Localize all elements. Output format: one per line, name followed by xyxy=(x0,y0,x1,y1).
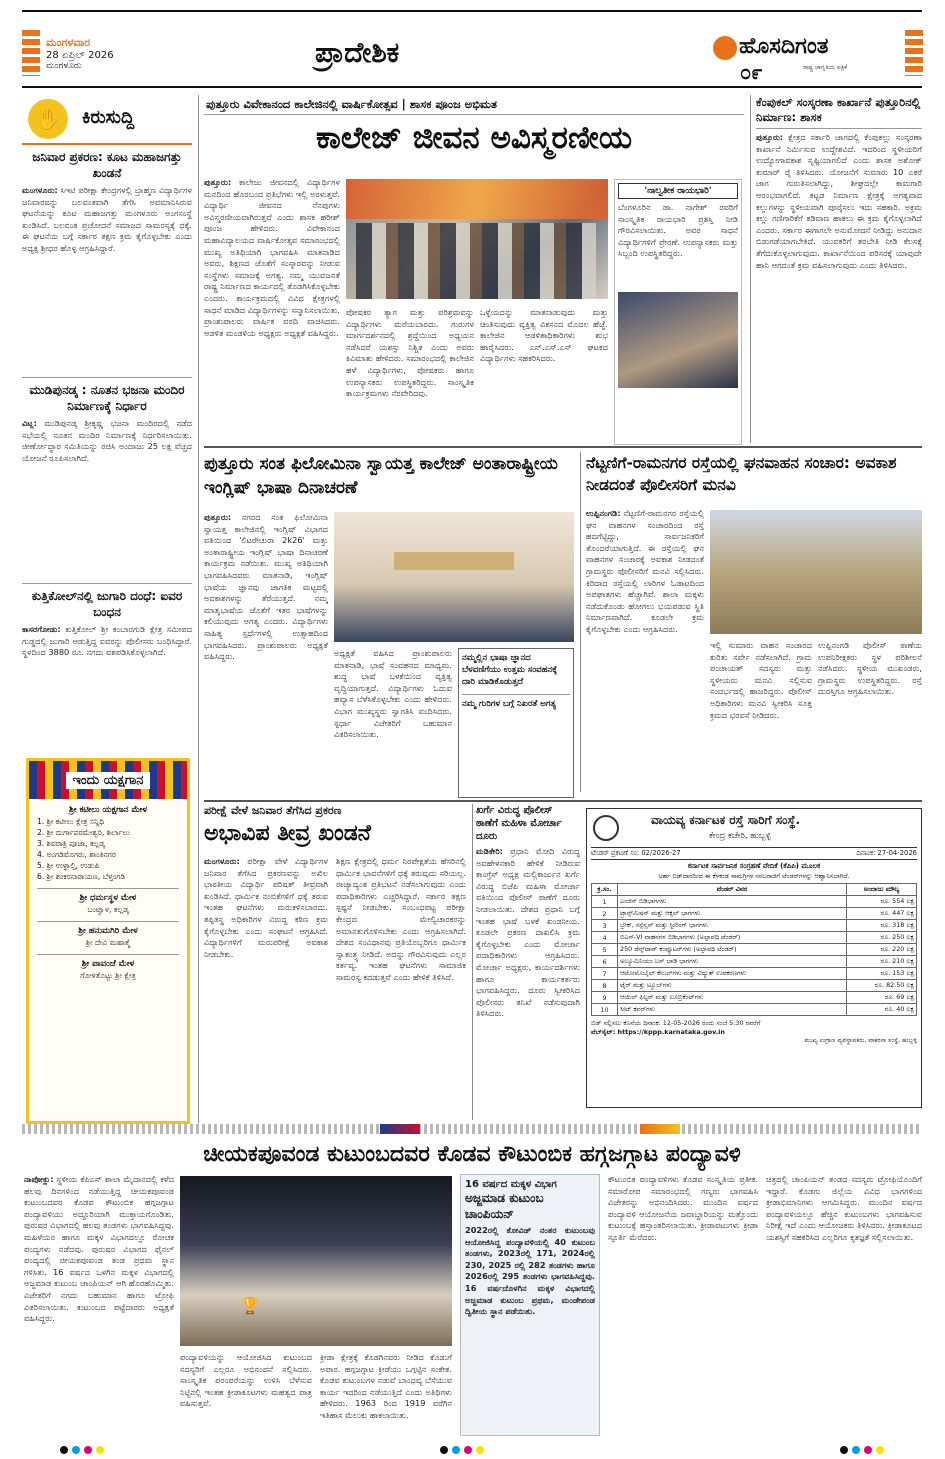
story1-text: ಕಾಲೇಜು ಜೀವನದಲ್ಲಿ ವಿದ್ಯಾರ್ಥಿಗಳ ಮನದಿಂದ ಹೊರಬಂದ ಪ್ರತಿಭೆಗಳು ಇಲ್ಲಿ ಅರಳುತ್ತವೆ. ವಿದ್ಯಾರ್ಥಿ ಜೀವನದ ನೆನಪುಗಳು ಅವಿಸ್ಮರಣೀಯವಾಗಿರುತ್ತವೆ ಎಂದು ಶಾಸಕ ಹರೀಶ್ ಪೂಂಜ ಹೇಳಿದರು. ವಿವೇಕಾನಂದ ಮಹಾವಿದ್ಯಾಲಯದ ವಾರ್ಷಿಕೋತ್ಸವ ಸಮಾರಂಭದಲ್ಲಿ ಮುಖ್ಯ ಅತಿಥಿಯಾಗಿ ಭಾಗವಹಿಸಿ ಮಾತನಾಡಿದ ಅವರು, ಶಿಕ್ಷಣದ ಜೊತೆಗೆ ಸಂಸ್ಕಾರವನ್ನು ನೀಡುವ ಸಂಸ್ಥೆಗಳು ಸಮಾಜಕ್ಕೆ ಅಗತ್ಯ. ನಮ್ಮ ಯುವಜನತೆ ರಾಷ್ಟ್ರ ನಿರ್ಮಾಣದ ಕಾರ್ಯದಲ್ಲಿ ತೊಡಗಿಸಿಕೊಳ್ಳಬೇಕು ಎಂದರು. ಕಾರ್ಯಕ್ರಮದಲ್ಲಿ ವಿವಿಧ ಕ್ಷೇತ್ರಗಳಲ್ಲಿ ಸಾಧನೆ ಮಾಡಿದ ವಿದ್ಯಾರ್ಥಿಗಳನ್ನು ಸನ್ಮಾನಿಸಲಾಯಿತು. ಪ್ರಾಂಶುಪಾಲರು ವಾರ್ಷಿಕ ವರದಿ ವಾಚಿಸಿದರು. ಆಡಳಿತ ಮಂಡಳಿಯ ಅಧ್ಯಕ್ಷರು ಅಧ್ಯಕ್ಷತೆ ವಹಿಸಿದ್ದರು. xyxy=(204,177,340,338)
story3-photo xyxy=(334,512,574,642)
story5-dateline: ಮಂಗಳೂರು: xyxy=(204,856,240,866)
masthead-city: ಮಂಗಳೂರು xyxy=(46,61,82,71)
story5-col1 xyxy=(204,856,328,1120)
kiru-item-1-body xyxy=(22,185,192,365)
story7-col5 xyxy=(766,1174,922,1436)
tender-row-value: ರೂ. 40 ಲಕ್ಷ xyxy=(847,1004,917,1016)
tender-row-item: ಅಲ್ಯೂಮಿನಿಯಂ ಬಸ್ ಬಾಡಿ ಭಾಗಗಳು xyxy=(618,956,847,968)
story1-sidebar xyxy=(614,179,742,445)
row-divider-2 xyxy=(204,800,922,802)
story4-col2 xyxy=(710,640,812,798)
story7-text3: ಪಂದ್ಯಾವಳಿಯನ್ನು ಆಯೋಜಿಸಿದ ಕುಟುಂಬದ ಸದಸ್ಯರಿಗೆ ಎಲ್ಲರೂ ಅಭಿನಂದನೆ ಸಲ್ಲಿಸಿದರು. ಸಾಂಸ್ಕೃತಿಕ ಪರಂಪರೆಯನ್ನು ಉಳಿಸಿ ಬೆಳೆಸುವ ನಿಟ್ಟಿನಲ್ಲಿ ಇಂತಹ ಕ್ರೀಡಾಕೂಟಗಳು ಮಹತ್ವದ ಪಾತ್ರ ವಹಿಸುತ್ತವೆ. xyxy=(180,1352,312,1409)
tender-org: ವಾಯವ್ಯ ಕರ್ನಾಟಕ ರಸ್ತೆ ಸಾರಿಗೆ ಸಂಸ್ಥೆ. xyxy=(651,813,801,827)
story7-col4 xyxy=(608,1174,758,1436)
tender-ad xyxy=(586,808,922,1108)
tender-row-no: 7 xyxy=(592,968,618,980)
tender-row-item: ಟ್ರಾನ್ಸ್‌ಮಿಷನ್ ಮತ್ತು ಆಕ್ಸಲ್ ಭಾಗಗಳು xyxy=(618,908,847,920)
kirusuddi-panel xyxy=(22,95,192,747)
story-philomena xyxy=(204,452,574,798)
kiru-item-2-headline: ಮುಡಿಪುನಡ್ಕ : ನೂತನ ಭಜನಾ ಮಂದಿರ ನಿರ್ಮಾಣಕ್ಕೆ ನಿರ್ಧಾರ xyxy=(29,383,185,413)
separator-accent-1 xyxy=(380,1124,420,1134)
story7-text6: ಚಿತ್ರದಲ್ಲಿ ಚಾಂಪಿಯನ್ ತಂಡದ ಸದಸ್ಯರು ಟ್ರೋಫಿಯೊಂದಿಗೆ ಇದ್ದಾರೆ. ಕೊಡಗು ಜಿಲ್ಲೆಯ ವಿವಿಧ ಭಾಗಗಳಿಂದ ಕ್ರೀಡಾಭಿಮಾನಿಗಳು ಆಗಮಿಸಿದ್ದರು. ಮುಂದಿನ ವರ್ಷದ ಪಂದ್ಯಾವಳಿಯಲ್ಲೂ ಹೆಚ್ಚಿನ ಕುಟುಂಬಗಳು ಭಾಗವಹಿಸುವ ನಿರೀಕ್ಷೆ ಇದೆ ಎಂದು ಆಯೋಜಕರು ತಿಳಿಸಿದರು. ಕ್ರೀಡಾಕೂಟದ ಯಶಸ್ಸಿಗೆ ಸಹಕರಿಸಿದ ಎಲ್ಲರಿಗೂ ಕೃತಜ್ಞತೆ ಸಲ್ಲಿಸಲಾಯಿತು. xyxy=(766,1174,922,1242)
tender-row-item: ಬ್ರೇಕ್, ಸಸ್ಪೆನ್ಷನ್ ಮತ್ತು ಸ್ಟೀರಿಂಗ್ ಭಾಗಗಳು xyxy=(618,920,847,932)
tender-row-item: ಬಿಎಸ್-VI ವಾಹನಗಳ ಬಿಡಿಭಾಗಗಳು (ಅಲ್ಪಾವಧಿ ಟೆಂಡರ್) xyxy=(618,932,847,944)
masthead-date: 28 ಏಪ್ರಿಲ್ 2026 xyxy=(46,50,114,61)
mela-2 xyxy=(37,888,179,915)
brand-name: ಹೊಸದಿಗಂತ xyxy=(739,34,829,59)
story5-kicker: ಪರೀಕ್ಷೆ ವೇಳೆ ಜನಿವಾರ ತೆಗೆಸಿದ ಪ್ರಕರಣ xyxy=(204,804,342,817)
story5-text2: ಶಿಕ್ಷಣ ಕ್ಷೇತ್ರದಲ್ಲಿ ಧರ್ಮ ನಿರಪೇಕ್ಷತೆಯ ಹೆಸರಿನಲ್ಲಿ ಧಾರ್ಮಿಕ ಭಾವನೆಗಳಿಗೆ ಧಕ್ಕೆ ತರುವುದು ಸರಿಯಲ್ಲ. ರಾಜ್ಯಾದ್ಯಂತ ಪ್ರತಿಭಟನೆ ನಡೆಸಲಾಗುವುದು ಎಂದು ಪದಾಧಿಕಾರಿಗಳು ಎಚ್ಚರಿಸಿದ್ದಾರೆ. ಸರ್ಕಾರ ತಕ್ಷಣ ಸ್ಪಷ್ಟನೆ ನೀಡಬೇಕು. ಸಂಬಂಧಪಟ್ಟ ಪರೀಕ್ಷಾ ಕೇಂದ್ರದ ಮೇಲ್ವಿಚಾರಕರನ್ನು ಅಮಾನತುಗೊಳಿಸಬೇಕು ಎಂದು ಆಗ್ರಹಿಸಲಾಗಿದೆ. xyxy=(336,856,466,936)
story6-kicker2: ಠಾಣೆಗೆ ಮಹಿಳಾ ಮೋರ್ಚಾ ದೂರು xyxy=(476,818,562,842)
story3-quote-2: ನಮ್ಮ ಗುರಿಗಳ ಬಗ್ಗೆ ನಿಖರತೆ ಅಗತ್ಯ xyxy=(462,694,570,710)
mela-1-line-6: 6. ಶ್ರೀ ಶಂಕರನಾರಾಯಣ, ಬೆಳ್ತಂಗಡಿ xyxy=(37,872,126,881)
tender-row-item: ಎಂಜಿನ್ ಬಿಡಿಭಾಗಗಳು xyxy=(618,896,847,908)
story1-people-icon xyxy=(356,223,596,299)
story3-col2 xyxy=(334,648,452,798)
mela-3-line-1: ಶ್ರೀ ದೇವಿ ಮಹಾತ್ಮೆ xyxy=(85,938,131,947)
story4-col1 xyxy=(586,508,704,798)
ksrtc-emblem-icon xyxy=(593,815,619,841)
story3-banner-text-icon xyxy=(394,552,514,570)
story1-headline: ಕಾಲೇಜ್ ಜೀವನ ಅವಿಸ್ಮರಣೀಯ xyxy=(315,120,633,156)
mela-1-line-1: 1. ಶ್ರೀ ಕಟೀಲು ಕ್ಷೇತ್ರ ಸನ್ನಿಧಿ xyxy=(37,817,105,826)
tender-footer-3: ಮುಖ್ಯ ಉಗ್ರಾಣ ವ್ಯವಸ್ಥಾಪಕರು, ವಾಕರಸಾ ಸಂಸ್ಥೆ, ಹುಬ್ಬಳ್ಳಿ xyxy=(804,1037,917,1044)
page-number: ೦೯ xyxy=(740,60,763,84)
story7-headline: ಚೀಯಕಪೂವಂಡ ಕುಟುಂಬದವರ ಕೊಡವ ಕೌಟುಂಬಿಕ ಹಗ್ಗಜಗ್ಗಾಟ ಪಂದ್ಯಾವಳಿ xyxy=(203,1142,741,1167)
tender-row-value: ರೂ. 210 ಲಕ್ಷ xyxy=(847,956,917,968)
tender-footer-2[interactable]: ವೆಬ್‌ಸೈಟ್: https://kppp.karnataka.gov.in xyxy=(591,1028,725,1036)
separator-accent-2 xyxy=(640,1124,680,1134)
mela-3-name: ಶ್ರೀ ಹನುಮಗಿರಿ ಮೇಳ xyxy=(78,926,138,936)
kiru-item-2 xyxy=(22,377,192,577)
mela-4-line-1: ಗೋಳಿತೊಟ್ಟು ಶ್ರೀ ಕ್ಷೇತ್ರ xyxy=(80,971,136,980)
kirusuddi-title: ಕಿರುಸುದ್ದಿ xyxy=(82,107,135,128)
tender-row-no: 5 xyxy=(592,944,618,956)
tender-intro: ಅರ್ಹ ಬಿಡ್‌ದಾರರಿಂದ ಈ ಕೆಳಕಂಡ ಸಾಮಗ್ರಿಗಳ ಸರಬರಾಜಿಗೆ ಟೆಂಡರ್‌ಗಳನ್ನು ಆಹ್ವಾನಿಸಲಾಗಿದೆ. xyxy=(658,872,850,880)
story7-col3 xyxy=(320,1352,452,1436)
story1-kicker: ಪುತ್ತೂರು ವಿವೇಕಾನಂದ ಕಾಲೇಜಿನಲ್ಲಿ ವಾರ್ಷಿಕೋತ್ಸವ | ಶಾಸಕ ಪೂಂಜ ಅಭಿಮತ xyxy=(204,95,744,115)
registration-marks-left xyxy=(60,1446,140,1454)
kiru-item-2-dateline: ವಿಟ್ಲ: xyxy=(22,418,37,428)
section-separator xyxy=(22,1124,922,1134)
mela-4-name: ಶ್ರೀ ಪಾವಂಜೆ ಮೇಳ xyxy=(81,959,135,969)
mela-1-line-5: 5. ಶ್ರೀ ಉಳ್ಳಾಲ್ತಿ, ಉಡುಪಿ xyxy=(37,861,100,870)
tender-row-no: 1 xyxy=(592,896,618,908)
story7-text4: ಕ್ರೀಡಾ ಕ್ಷೇತ್ರಕ್ಕೆ ಕೊಡಗಿನವರು ನೀಡಿದ ಕೊಡುಗೆ ಅಪಾರ. ಹಗ್ಗಜಗ್ಗಾಟ ಕ್ರೀಡೆಯು ಒಗ್ಗಟ್ಟಿನ ಸಂಕೇತ. ಕೊಡವ ಕುಟುಂಬಗಳ ನಡುವೆ ಬಾಂಧವ್ಯ ಬೆಸೆಯುವ ಕಾರ್ಯ ಇದರಿಂದ ನಡೆಯುತ್ತಿದೆ ಎಂದು ಅತಿಥಿಗಳು ಹೇಳಿದರು. 1963 ರಿಂದ 1919 ವರೆಗಿನ ಇತಿಹಾಸ ಮೆಲುಕು ಹಾಕಲಾಯಿತು. xyxy=(320,1352,452,1420)
section-title: ಪ್ರಾದೇಶಿಕ xyxy=(315,36,400,69)
tender-row-no: 3 xyxy=(592,920,618,932)
kiru-item-1-headline: ಜನಿವಾರ ಪ್ರಕರಣ: ಕೂಟ ಮಹಾಜಗತ್ತು ಖಂಡನೆ xyxy=(32,150,182,180)
story4-dateline: ಉಪ್ಪಿನಂಗಡಿ: xyxy=(586,508,621,518)
column-divider-1 xyxy=(198,95,199,1123)
story2-kicker: ಕೆಂಪುಕಲ್ ಸಂಸ್ಕರಣಾ ಕಾರ್ಖಾನೆ ಪುತ್ತೂರಿನಲ್ಲಿ ನಿರ್ಮಾಣ: ಶಾಸಕ xyxy=(756,95,922,129)
story1-banner-icon xyxy=(346,179,608,219)
tender-row-value: ರೂ. 554 ಲಕ್ಷ xyxy=(847,896,917,908)
story-vivekananda xyxy=(204,95,744,445)
tender-row-value: ರೂ. 220 ಲಕ್ಷ xyxy=(847,944,917,956)
story1-sidebar-text: ಬೆಂಗಳೂರಿನ ಡಾ. ನಾಗೇಶ್ ರವರಿಗೆ ಸಾಂಸ್ಕೃತಿಕ ರಾಯಭಾರಿ ಪ್ರಶಸ್ತಿ ನೀಡಿ ಗೌರವಿಸಲಾಯಿತು. ಅವರ ಸಾಧನೆ ವಿದ್ಯಾರ್ಥಿಗಳಿಗೆ ಪ್ರೇರಣೆ. ಉಪನ್ಯಾಸಕರು ಮತ್ತು ಸಿಬ್ಬಂದಿ ಉಪಸ್ಥಿತರಿದ್ದರು. xyxy=(618,202,738,259)
mela-2-line-1: ಬಂಟ್ವಾಳ, ಕಲ್ಲಡ್ಕ xyxy=(87,905,129,914)
story7-sidebar-text: 2022ರಲ್ಲಿ ಕೋವಿಡ್ ನಂತರ ಕುಟುಂಬವು ಆಯೋಜಿಸಿದ್ದ ಪಂದ್ಯಾವಳಿಯಲ್ಲಿ 40 ಕುಟುಂಬ ತಂಡಗಳು, 2023ರಲ್ಲಿ 171, 2024ರಲ್ಲಿ 230, 2025 ರಲ್ಲಿ 282 ತಂಡಗಳು ಹಾಗೂ 2026ರಲ್ಲಿ 295 ತಂಡಗಳು ಭಾಗವಹಿಸಿದ್ದವು. 16 ವರ್ಷದೊಳಗಿನ ಮಕ್ಕಳ ವಿಭಾಗದಲ್ಲಿ ಅಜ್ಜಮಾಡ ಕುಟುಂಬ ಪ್ರಥಮ, ಮಂಡೇಪಂಡ ದ್ವಿತೀಯ ಸ್ಥಾನ ಪಡೆಯಿತು. xyxy=(465,1225,595,1317)
tender-office: ಕೇಂದ್ರ ಕಚೇರಿ, ಹುಬ್ಬಳ್ಳಿ xyxy=(709,831,771,841)
story4-headline: ನೆಟ್ಟಣಿಗೆ-ರಾಮನಗರ ರಸ್ತೆಯಲ್ಲಿ ಘನವಾಹನ ಸಂಚಾರ: ಅವಕಾಶ ನೀಡದಂತೆ ಪೊಲೀಸರಿಗೆ ಮನವಿ xyxy=(586,454,897,494)
story1-photo xyxy=(346,179,608,299)
story-kempukal xyxy=(756,95,922,445)
tender-row xyxy=(592,980,917,992)
masthead-day: ಮಂಗಳವಾರ xyxy=(46,36,91,49)
masthead-accent-left xyxy=(22,30,40,76)
masthead-date-block xyxy=(46,36,196,71)
story7-sidebar-title: ಅಜ್ಜಮಾಡ ಕುಟುಂಬ ಚಾಂಪಿಯನ್ xyxy=(465,1191,544,1221)
mela-1-line-3: 3. ಶಿವರಾತ್ರಿ ಪೂಜಾ, ಕಲ್ಲಡ್ಕ xyxy=(37,839,105,848)
tender-row-value: ರೂ. 250 ಲಕ್ಷ xyxy=(847,932,917,944)
kiru-item-1-text: ಸಿಇಟಿ ಪರೀಕ್ಷಾ ಕೇಂದ್ರಗಳಲ್ಲಿ ಬ್ರಾಹ್ಮಣ ವಿದ್ಯಾರ್ಥಿಗಳ ಜನಿವಾರವನ್ನು ಬಲವಂತವಾಗಿ ತೆಗೆಸಿ ಅವಮಾನಿಸಿರುವ ಘಟನೆಯನ್ನು ಕೂಟ ಮಹಾಜಗತ್ತು ಮಂಗಳೂರು ಅಂಗಸಂಸ್ಥೆ ಖಂಡಿಸಿದೆ. ಬಲವಂತ ಪ್ರಚೋದನೆ ಸಮಾಜದ ಸಾಮರಸ್ಯಕ್ಕೆ ಧಕ್ಕೆ. ಈ ಘಟನೆಯ ಬಗ್ಗೆ ಸರ್ಕಾರ ತಕ್ಷಣ ಕ್ರಮ ಕೈಗೊಳ್ಳಬೇಕು ಎಂದು ಅಧ್ಯಕ್ಷ ಶ್ರೀಧರ ಹೊಳ್ಳ ಆಗ್ರಹಿಸಿದ್ದಾರೆ. xyxy=(22,185,192,253)
mela-3 xyxy=(37,921,179,948)
story1-text2: ಪೋಷಕರ ತ್ಯಾಗ ಮತ್ತು ಪರಿಶ್ರಮವನ್ನು ವಿದ್ಯಾರ್ಥಿಗಳು ಮರೆಯಬಾರದು. ಗುರುಗಳ ಮಾರ್ಗದರ್ಶನದಲ್ಲಿ ಶ್ರದ್ಧೆಯಿಂದ ಅಧ್ಯಯನ ನಡೆಸಿದರೆ ಯಶಸ್ಸು ನಿಶ್ಚಿತ ಎಂದು ಅವರು ಕಿವಿಮಾತು ಹೇಳಿದರು. ಸಮಾರಂಭದಲ್ಲಿ ಕಾಲೇಜಿನ ಹಳೆ ವಿದ್ಯಾರ್ಥಿಗಳು, ಪೋಷಕರು ಹಾಗೂ ಉಪನ್ಯಾಸಕರು ಉಪಸ್ಥಿತರಿದ್ದರು. ಸಾಂಸ್ಕೃತಿಕ ಕಾರ್ಯಕ್ರಮಗಳು ನೆರವೇರಿದವು. xyxy=(346,307,474,399)
column-divider-3 xyxy=(580,452,581,792)
story2-body xyxy=(756,132,922,445)
tender-row xyxy=(592,1004,917,1016)
mela-2-name: ಶ್ರೀ ಧರ್ಮಸ್ಥಳ ಮೇಳ xyxy=(79,893,137,903)
tender-col-item: ಟೆಂಡರ್ ವಿವರ xyxy=(618,884,847,896)
kiru-item-3 xyxy=(22,583,192,747)
mela-4 xyxy=(37,954,179,981)
story5-col2 xyxy=(336,856,466,1120)
tender-row-value: ರೂ. 82.50 ಲಕ್ಷ xyxy=(847,980,917,992)
kiru-item-1-dateline: ಮಂಗಳೂರು: xyxy=(22,185,58,195)
tender-notice-no: ಟೆಂಡರ್ ಪ್ರಕಟಣೆ ಸಂ: 02/2026-27 xyxy=(591,849,681,857)
tender-subtitle: ಕರ್ನಾಟಕ ಸಾರ್ವಜನಿಕ ಸಂಗ್ರಹಣೆ ವೇದಿಕೆ (ಕೆಪಿಪಿ) ಮೂಲಕ xyxy=(687,862,821,870)
story4-text: ನೆಟ್ಟಣಿಗೆ-ರಾಮನಗರ ರಸ್ತೆಯಲ್ಲಿ ಘನ ವಾಹನಗಳ ಸಂಚಾರದಿಂದ ರಸ್ತೆ ಹದಗೆಟ್ಟಿದ್ದು, ಸಾರ್ವಜನಿಕರಿಗೆ ತೊಂದರೆಯಾಗುತ್ತಿದೆ. ಈ ರಸ್ತೆಯಲ್ಲಿ ಘನ ವಾಹನಗಳ ಸಂಚಾರಕ್ಕೆ ಅವಕಾಶ ನೀಡದಂತೆ ಗ್ರಾಮಸ್ಥರು ಪೊಲೀಸರಿಗೆ ಮನವಿ ಸಲ್ಲಿಸಿದರು. ಕಿರಿದಾದ ರಸ್ತೆಯಲ್ಲಿ ಲಾರಿಗಳ ಓಡಾಟದಿಂದ ಅಪಘಾತಗಳು ಹೆಚ್ಚಾಗಿವೆ. ಶಾಲಾ ಮಕ್ಕಳು ನಡೆದುಕೊಂಡು ಹೋಗಲು ಭಯಪಡುವ ಸ್ಥಿತಿ ನಿರ್ಮಾಣವಾಗಿದೆ. ಕೂಡಲೇ ಕ್ರಮ ಕೈಗೊಳ್ಳಬೇಕು ಎಂದು ಆಗ್ರಹಿಸಿದರು. xyxy=(586,508,704,634)
column-divider-4 xyxy=(472,804,473,1120)
story7-sidebar-kicker: 16 ವರ್ಷದ ಮಕ್ಕಳ ವಿಭಾಗ xyxy=(465,1179,557,1190)
tender-col-no: ಕ್ರ.ಸಂ. xyxy=(592,884,618,896)
masthead-bottom-rule xyxy=(22,86,922,88)
story3-text2: ಅಧ್ಯಕ್ಷತೆ ವಹಿಸಿದ ಪ್ರಾಂಶುಪಾಲರು ಮಾತನಾಡಿ, ಭಾಷೆ ಸಂವಹನದ ಮಾಧ್ಯಮ. ಶುದ್ಧ ಭಾಷೆ ಬಳಕೆಯಿಂದ ವ್ಯಕ್ತಿತ್ವ ವೃದ್ಧಿಯಾಗುತ್ತದೆ. ವಿದ್ಯಾರ್ಥಿಗಳು ಓದುವ ಹವ್ಯಾಸ ಬೆಳೆಸಿಕೊಳ್ಳಬೇಕು ಎಂದು ಹೇಳಿದರು. ವಿಭಾಗ ಮುಖ್ಯಸ್ಥರು ಸ್ವಾಗತಿಸಿ ವಂದಿಸಿದರು. ಸ್ಪರ್ಧಾ ವಿಜೇತರಿಗೆ ಬಹುಮಾನ ವಿತರಿಸಲಾಯಿತು. xyxy=(334,648,452,740)
registration-marks-center xyxy=(440,1446,520,1454)
story5-text3: ದೇಶದ ಸಂವಿಧಾನವು ಪ್ರತಿಯೊಬ್ಬರಿಗೂ ಧಾರ್ಮಿಕ ಸ್ವಾತಂತ್ರ್ಯ ನೀಡಿದೆ. ಅದನ್ನು ಗೌರವಿಸುವುದು ಎಲ್ಲರ ಕರ್ತವ್ಯ. ಇಂತಹ ಘಟನೆಗಳು ಸಾಮಾಜಿಕ ಸಾಮರಸ್ಯ ಕದಡುತ್ತವೆ ಎಂದು ಹೇಳಿಕೆ ತಿಳಿಸಿದೆ. xyxy=(336,937,466,982)
story6-text: ಪ್ರಧಾನಿ ಮೋದಿ ವಿರುದ್ಧ ಅವಹೇಳನಕಾರಿ ಹೇಳಿಕೆ ನೀಡಿರುವ ಕಾಂಗ್ರೆಸ್ ಅಧ್ಯಕ್ಷ ಮಲ್ಲಿಕಾರ್ಜುನ ಖರ್ಗೆ ವಿರುದ್ಧ ಬಿಜೆಪಿ ಮಹಿಳಾ ಮೋರ್ಚಾ ವತಿಯಿಂದ ಪೊಲೀಸ್ ಠಾಣೆಗೆ ದೂರು ನೀಡಲಾಯಿತು. ದೇಶದ ಪ್ರಧಾನಿ ಬಗ್ಗೆ ಇಂತಹ ಭಾಷೆ ಬಳಕೆ ಖಂಡನೀಯ. ಕೂಡಲೇ ಪ್ರಕರಣ ದಾಖಲಿಸಿ ಕ್ರಮ ಕೈಗೊಳ್ಳಬೇಕು ಎಂದು ಮೋರ್ಚಾ ಪದಾಧಿಕಾರಿಗಳು ಆಗ್ರಹಿಸಿದರು. ಮೋರ್ಚಾ ಅಧ್ಯಕ್ಷರು, ಕಾರ್ಯದರ್ಶಿಗಳು ಹಾಗೂ ಕಾರ್ಯಕರ್ತರು ಭಾಗವಹಿಸಿದ್ದರು. ದೂರು ಸ್ವೀಕರಿಸಿದ ಪೊಲೀಸರು ತನಿಖೆ ನಡೆಸುವುದಾಗಿ ತಿಳಿಸಿದರು. xyxy=(476,846,580,1019)
kiru-item-1 xyxy=(22,149,192,371)
story3-quote-box xyxy=(458,648,574,798)
tender-row xyxy=(592,968,917,980)
tender-row-item: ಸೀಟ್ ಕವರ್‌ಗಳು xyxy=(618,1004,847,1016)
kirusuddi-banner xyxy=(22,95,192,145)
story1-col1 xyxy=(204,177,340,445)
tender-meta xyxy=(591,847,917,860)
hand-icon: ✋ xyxy=(28,99,68,139)
mela-1-name: ಶ್ರೀ ಕಟೀಲು ಯಕ್ಷಗಾನ ಮೇಳ xyxy=(69,805,147,815)
tender-row xyxy=(592,944,917,956)
story6-body xyxy=(476,846,580,1122)
story7-col1 xyxy=(24,1174,174,1436)
tender-row-item: ಟೈರ್ ಮತ್ತು ಟ್ಯೂಬ್‌ಗಳು xyxy=(618,980,847,992)
registration-marks-right xyxy=(840,1446,920,1454)
story1-sidebar-title: 'ನಾಲ್ವತೀಕ ರಾಯಭಾರಿ' xyxy=(618,183,738,199)
tender-row-no: 2 xyxy=(592,908,618,920)
mela-1 xyxy=(29,799,187,882)
yakshagana-banner xyxy=(29,761,187,799)
story3-text: ನಗರದ ಸಂತ ಫಿಲೋಮಿನಾ ಸ್ವಾಯತ್ತ ಕಾಲೇಜಿನಲ್ಲಿ ಇಂಗ್ಲಿಷ್ ವಿಭಾಗದ ವತಿಯಿಂದ 'ಲಿಟರೇಚುರಾ 2k26' ಮತ್ತು ಅಂತಾರಾಷ್ಟ್ರೀಯ ಇಂಗ್ಲಿಷ್ ಭಾಷಾ ದಿನಾಚರಣೆ ಕಾರ್ಯಕ್ರಮ ನಡೆಯಿತು. ಮುಖ್ಯ ಅತಿಥಿಯಾಗಿ ಭಾಗವಹಿಸಿದವರು ಮಾತನಾಡಿ, ಇಂಗ್ಲಿಷ್ ಭಾಷೆಯ ಜ್ಞಾನವು ಜಾಗತಿಕ ಮಟ್ಟದಲ್ಲಿ ಅವಕಾಶಗಳನ್ನು ತೆರೆಯುತ್ತದೆ. ನಮ್ಮ ಮಾತೃಭಾಷೆಯ ಜೊತೆಗೆ ಇತರ ಭಾಷೆಗಳನ್ನು ಕಲಿಯುವುದು ಅಗತ್ಯ ಎಂದರು. ವಿದ್ಯಾರ್ಥಿಗಳು ಸಾಹಿತ್ಯ ಸ್ಪರ್ಧೆಗಳಲ್ಲಿ ಉತ್ಸಾಹದಿಂದ ಭಾಗವಹಿಸಿದರು. ಪ್ರಾಂಶುಪಾಲರು ಅಧ್ಯಕ್ಷತೆ ವಹಿಸಿದ್ದರು. xyxy=(204,512,328,662)
story7-col2 xyxy=(180,1352,312,1436)
row-divider-1 xyxy=(204,446,922,448)
tender-row-item: ಆಟೋಮೊಬೈಲ್ ಕೇಬಲ್‌ಗಳು ಮತ್ತು ವಿದ್ಯುತ್ ಉಪಕರಣಗಳು xyxy=(618,968,847,980)
story7-dateline: ನಾಪೋಕ್ಲು: xyxy=(24,1174,54,1184)
story3-headline: ಪುತ್ತೂರು ಸಂತ ಫಿಲೋಮಿನಾ ಸ್ವಾಯತ್ತ ಕಾಲೇಜ್ ಅಂತಾರಾಷ್ಟ್ರೀಯ ಇಂಗ್ಲಿಷ್ ಭಾಷಾ ದಿನಾಚರಣೆ xyxy=(204,454,558,498)
masthead-top-rule xyxy=(22,10,922,12)
tender-row-item: 250 ಡೆಸ್ಕ್‌ಟಾಪ್ ಕಂಪ್ಯೂಟರ್‌ಗಳು (ಅಲ್ಪಾವಧಿ ಟೆಂಡರ್) xyxy=(618,944,847,956)
tender-row-value: ರೂ. 447 ಲಕ್ಷ xyxy=(847,908,917,920)
trophy-icon: 🏆 xyxy=(240,1296,260,1315)
tender-table-header xyxy=(592,884,917,896)
story-tug-of-war xyxy=(22,1138,922,1438)
tender-row-no: 6 xyxy=(592,956,618,968)
tender-header xyxy=(591,813,917,847)
kiru-item-3-dateline: ಕಾಸರಗೋಡು: xyxy=(22,624,61,634)
story3-col1 xyxy=(204,512,328,798)
story1-sidebar-photo xyxy=(618,292,738,388)
story7-text2: ಪುರುಷರ ವಿಭಾಗದ ಫೈನಲ್ ಪಂದ್ಯದಲ್ಲಿ ಚೀಯಕಪೂವಂಡ ತಂಡ ಪ್ರಥಮ ಸ್ಥಾನ ಗಳಿಸಿತು. 16 ವರ್ಷದ ಒಳಗಿನ ಮಕ್ಕಳ ವಿಭಾಗದಲ್ಲಿ ಅಜ್ಜಮಾಡ ಕುಟುಂಬ ಚಾಂಪಿಯನ್ ಆಗಿ ಹೊರಹೊಮ್ಮಿತು. ವಿಜೇತರಿಗೆ ನಗದು ಬಹುಮಾನ ಹಾಗೂ ಟ್ರೋಫಿ ವಿತರಿಸಲಾಯಿತು. ಕುಟುಂಬದ ಪಟ್ಟೆದಾರರು ಅಧ್ಯಕ್ಷತೆ ವಹಿಸಿದ್ದರು. xyxy=(24,1243,174,1324)
tender-row-value: ರೂ. 318 ಲಕ್ಷ xyxy=(847,920,917,932)
story6-kicker: ಖರ್ಗೆ ವಿರುದ್ಧ ಪೊಲೀಸ್ xyxy=(476,805,553,816)
story1-dateline: ಪುತ್ತೂರು: xyxy=(204,177,232,187)
tender-row-no: 8 xyxy=(592,980,618,992)
story6-dateline: ಮಡಿಕೇರಿ: xyxy=(476,846,503,856)
story-abvp xyxy=(204,804,466,1122)
masthead-accent-right xyxy=(905,30,923,76)
story1-col3 xyxy=(480,307,608,445)
tender-row xyxy=(592,908,917,920)
kiru-item-2-text: ಮುಡಿಪುನಡ್ಕ ಶ್ರೀಕೃಷ್ಣ ಭಜನಾ ಮಂದಿರದಲ್ಲಿ ನಡೆದ ಸಭೆಯಲ್ಲಿ ನೂತನ ಮಂದಿರ ನಿರ್ಮಾಣಕ್ಕೆ ನಿರ್ಧರಿಸಲಾಯಿತು. ಜೀರ್ಣೋದ್ಧಾರ ಸಮಿತಿಯನ್ನು ರಚಿಸಿ ಅಂದಾಜು 25 ಲಕ್ಷ ವೆಚ್ಚದ ಯೋಜನೆ ರೂಪಿಸಲಾಗಿದೆ. xyxy=(22,418,192,463)
story-nettanige xyxy=(586,452,922,798)
tender-row-item: ಆಯಿಲ್ ಫಿಲ್ಟರ್ ಮತ್ತು ಲೂಬ್ರಿಕೆಂಟ್‌ಗಳು xyxy=(618,992,847,1004)
kiru-item-2-body xyxy=(22,418,192,558)
story3-quote-1: ನಮ್ಮಲ್ಲಿನ ಭಾಷಾ ಜ್ಞಾನದ ಬೆಳವಣಿಗೆಯು ಉತ್ತಮ ಸಂವಹನಕ್ಕೆ ದಾರಿ ಮಾಡಿಕೊಡುತ್ತದೆ xyxy=(462,653,558,687)
tender-row xyxy=(592,992,917,1004)
brand-tagline: ರಾಷ್ಟ್ರ ಜಾಗೃತಿಯ ಪತ್ರಿಕೆ xyxy=(803,64,848,71)
tender-row xyxy=(592,920,917,932)
story-kharge xyxy=(476,804,580,1122)
tender-date: ದಿನಾಂಕ: 27-04-2026 xyxy=(856,849,917,857)
kiru-item-3-headline: ಕುತ್ತಿಕೋಲ್‌ನಲ್ಲಿ ಜುಗಾರಿ ದಂಧೆ: ಐವರ ಬಂಧನ xyxy=(31,589,183,619)
story5-headline: ಅಭಾವಿಪ ತೀವ್ರ ಖಂಡನೆ xyxy=(204,821,371,846)
story1-text3: ಒಳ್ಳೆಯದನ್ನು ಮಾತನಾಡುವುದು ಮತ್ತು ಚಿಂತಿಸುವುದು ವ್ಯಕ್ತಿತ್ವ ವಿಕಸನದ ಮೊದಲ ಹೆಜ್ಜೆ. ಕಾಲೇಜಿನ ಆಡಳಿತಾಧಿಕಾರಿಗಳು ಶುಭ ಹಾರೈಸಿದರು. ಎನ್.ಎಸ್.ಎಸ್ ಘಟಕದ ವಿದ್ಯಾರ್ಥಿಗಳು ಸಹಕರಿಸಿದರು. xyxy=(480,307,608,364)
tender-row-no: 9 xyxy=(592,992,618,1004)
yakshagana-title: ಇಂದು ಯಕ್ಷಗಾನ xyxy=(66,772,149,789)
mela-1-line-4: 4. ಅಂಗಡಿಮೊಗರು, ಶಾಂತಿನಗರ xyxy=(37,850,116,859)
story1-col2 xyxy=(346,307,474,445)
kiru-item-3-body xyxy=(22,624,192,740)
tender-row xyxy=(592,896,917,908)
story7-text: ಸ್ಥಳೀಯ ಕೆಪಿಎಸ್ ಶಾಲಾ ಮೈದಾನದಲ್ಲಿ ಕಳೆದ ಹಲವು ದಿನಗಳಿಂದ ನಡೆಯುತ್ತಿದ್ದ ಚೀಯಕಪೂವಂಡ ಕುಟುಂಬದವರ ಕೊಡವ ಕೌಟುಂಬಿಕ ಹಗ್ಗಜಗ್ಗಾಟ ಪಂದ್ಯಾವಳಿಯು ಅದ್ದೂರಿಯಾಗಿ ಮುಕ್ತಾಯಗೊಂಡಿತು. ಪುರುಷರ ವಿಭಾಗದಲ್ಲಿ ಹಲವು ತಂಡಗಳು ಭಾಗವಹಿಸಿದ್ದವು. ಮಹಿಳೆಯರ ಹಾಗೂ ಮಕ್ಕಳ ವಿಭಾಗದಲ್ಲೂ ರೋಚಕ ಪಂದ್ಯಗಳು ನಡೆದವು. xyxy=(24,1174,174,1254)
tender-row xyxy=(592,956,917,968)
tender-row-no: 4 xyxy=(592,932,618,944)
tender-row-value: ರೂ. 69 ಲಕ್ಷ xyxy=(847,992,917,1004)
story3-dateline: ಪುತ್ತೂರು: xyxy=(204,512,232,522)
story5-text: ಪರೀಕ್ಷಾ ವೇಳೆ ವಿದ್ಯಾರ್ಥಿಗಳ ಜನಿವಾರ ತೆಗೆಸಿದ ಪ್ರಕರಣವನ್ನು ಅಖಿಲ ಭಾರತೀಯ ವಿದ್ಯಾರ್ಥಿ ಪರಿಷತ್ ತೀವ್ರವಾಗಿ ಖಂಡಿಸಿದೆ. ಧಾರ್ಮಿಕ ನಂಬಿಕೆಗಳಿಗೆ ಧಕ್ಕೆ ತರುವ ಇಂತಹ ಘಟನೆಗಳು ಮರುಕಳಿಸಬಾರದು. ತಪ್ಪಿತಸ್ಥ ಅಧಿಕಾರಿಗಳ ವಿರುದ್ಧ ಕಠಿಣ ಕ್ರಮ ಕೈಗೊಳ್ಳಬೇಕು ಎಂದು ಸಂಘಟನೆ ಆಗ್ರಹಿಸಿದೆ. ವಿದ್ಯಾರ್ಥಿಗಳಿಗೆ ಮರುಪರೀಕ್ಷೆ ಅವಕಾಶ ನೀಡಬೇಕು. xyxy=(204,856,328,959)
tender-footer-1: ಬಿಡ್ ಸಲ್ಲಿಸಲು ಕೊನೆಯ ದಿನಾಂಕ: 12-05-2026 ರಂದು ಸಂಜೆ 5:30 ರವರೆಗೆ xyxy=(591,1019,761,1027)
masthead xyxy=(0,0,945,94)
yakshagana-panel xyxy=(26,758,190,1124)
tender-col-value: ಅಂದಾಜು ಮೌಲ್ಯ xyxy=(847,884,917,896)
tender-table xyxy=(591,883,917,1016)
brand-logo-icon xyxy=(713,36,737,60)
tender-row-value: ರೂ. 153 ಲಕ್ಷ xyxy=(847,968,917,980)
column-divider-2 xyxy=(750,95,751,443)
story2-dateline: ಪುತ್ತೂರು: xyxy=(756,132,784,142)
story2-text: ಕ್ಷೇತ್ರದ ಸರ್ಕಾರಿ ಜಾಗದಲ್ಲಿ ಕೆಂಪುಕಲ್ಲು ಸಂಸ್ಕರಣಾ ಕಾರ್ಖಾನೆ ನಿರ್ಮಿಸುವ ಉದ್ದೇಶವಿದೆ. ಇದರಿಂದ ಸ್ಥಳೀಯರಿಗೆ ಉದ್ಯೋಗಾವಕಾಶ ಸೃಷ್ಟಿಯಾಗಲಿದೆ ಎಂದು ಶಾಸಕ ಅಶೋಕ್ ಕುಮಾರ್ ರೈ ತಿಳಿಸಿದರು. ಯೋಜನೆಗೆ ಸುಮಾರು 10 ಎಕರೆ ಜಾಗ ಗುರುತಿಸಲಾಗಿದ್ದು, ಶೀಘ್ರದಲ್ಲೇ ಕಾಮಗಾರಿ ಆರಂಭವಾಗಲಿದೆ. ಕಟ್ಟಡ ನಿರ್ಮಾಣ ಕ್ಷೇತ್ರಕ್ಕೆ ಅಗತ್ಯವಾದ ಕಲ್ಲುಗಳನ್ನು ಸ್ಥಳೀಯವಾಗಿ ಪೂರೈಸಲು ಇದು ಸಹಕಾರಿ. ಅಕ್ರಮ ಕಲ್ಲು ಗಣಿಗಾರಿಕೆಗೆ ಕಡಿವಾಣ ಹಾಕಲು ಈ ಕ್ರಮ ಕೈಗೊಳ್ಳಲಾಗಿದೆ ಎಂದರು. ಸರ್ಕಾರ ಈಗಾಗಲೇ ಅನುಮೋದನೆ ನೀಡಿದ್ದು ಅನುದಾನ ಬಿಡುಗಡೆಯಾಗಬೇಕಿದೆ. ಯುವಕರಿಗೆ ತರಬೇತಿ ನೀಡಿ ಕೆಲಸಕ್ಕೆ ತೆಗೆದುಕೊಳ್ಳಲಾಗುವುದು. ಕಾರ್ಖಾನೆಯಿಂದ ಪರಿಸರಕ್ಕೆ ಯಾವುದೇ ಹಾನಿ ಆಗದಂತೆ ಕ್ರಮ ವಹಿಸಲಾಗುವುದು ಎಂದು ತಿಳಿಸಿದರು. xyxy=(756,132,922,270)
story7-photo xyxy=(180,1176,452,1346)
story4-text2: ಇಲ್ಲಿ ಸುಮಾರು ವಾಹನ ಸಂಚಾರದ ಕುರಿತು ಸರ್ವೇ ನಡೆಸಲಾಗಿದೆ. ಗ್ರಾಮ ಪಂಚಾಯತ್ ಸದಸ್ಯರು ಮತ್ತು ಸ್ಥಳೀಯರು ಮನವಿ ಸಲ್ಲಿಸುವ ಸಂದರ್ಭದಲ್ಲಿ ಹಾಜರಿದ್ದರು. ಪೊಲೀಸ್ ಅಧಿಕಾರಿಗಳು ಮನವಿ ಸ್ವೀಕರಿಸಿ ಸೂಕ್ತ ಕ್ರಮದ ಭರವಸೆ ನೀಡಿದರು. xyxy=(710,640,812,720)
story7-sidebar xyxy=(460,1174,600,1436)
story4-col3 xyxy=(818,640,922,798)
kiru-item-3-text: ಕುತ್ತಿಕೋಲ್ ಶ್ರೀ ಕಂಬಾರಗುಡಿ ಕ್ಷೇತ್ರ ಸಮೀಪದ ಗುಡ್ಡದಲ್ಲಿ ಜುಗಾರಿ ಆಡುತ್ತಿದ್ದ ಐವರನ್ನು ಪೊಲೀಸರು ಬಂಧಿಸಿದ್ದಾರೆ. ಸ್ಥಳದಿಂದ 3880 ರೂ. ನಗದು ವಶಪಡಿಸಿಕೊಳ್ಳಲಾಗಿದೆ. xyxy=(22,624,192,658)
story4-photo xyxy=(710,510,922,634)
tender-row xyxy=(592,932,917,944)
story7-text5: ಕೌಟುಂಬಿಕ ಪಂದ್ಯಾವಳಿಗಳು ಕೊಡವ ಸಂಸ್ಕೃತಿಯ ಪ್ರತೀಕ. ಸಮಾರೋಪ ಸಮಾರಂಭದಲ್ಲಿ ಗಣ್ಯರು ಭಾಗವಹಿಸಿ ವಿಜೇತರನ್ನು ಅಭಿನಂದಿಸಿದರು. ಮುಂದಿನ ವರ್ಷದ ಪಂದ್ಯಾವಳಿ ಆಯೋಜನೆಯ ಜವಾಬ್ದಾರಿಯನ್ನು ಮತ್ತೊಂದು ಕುಟುಂಬಕ್ಕೆ ಹಸ್ತಾಂತರಿಸಲಾಯಿತು. ಕ್ರೀಡಾಪಟುಗಳು ಕ್ರೀಡಾ ಸ್ಫೂರ್ತಿ ಮೆರೆದರು. xyxy=(608,1174,758,1242)
tender-row-no: 10 xyxy=(592,1004,618,1016)
mela-1-line-2: 2. ಶ್ರೀ ದುರ್ಗಾಪರಮೇಶ್ವರಿ, ಶಿರ್ಲಾಲು xyxy=(37,828,130,837)
story4-text3: ಉಪ್ಪಿನಂಗಡಿ ಪೊಲೀಸ್ ಠಾಣೆಯ ಉಪನಿರೀಕ್ಷಕರು ಸ್ಥಳ ಪರಿಶೀಲನೆ ನಡೆಸಿದರು. ಸ್ಥಳೀಯ ಮುಖಂಡರು, ಗ್ರಾಮಸ್ಥರು ಉಪಸ್ಥಿತರಿದ್ದರು. ರಸ್ತೆ ದುರಸ್ತಿಗೂ ಆಗ್ರಹಿಸಲಾಯಿತು. xyxy=(818,640,922,697)
